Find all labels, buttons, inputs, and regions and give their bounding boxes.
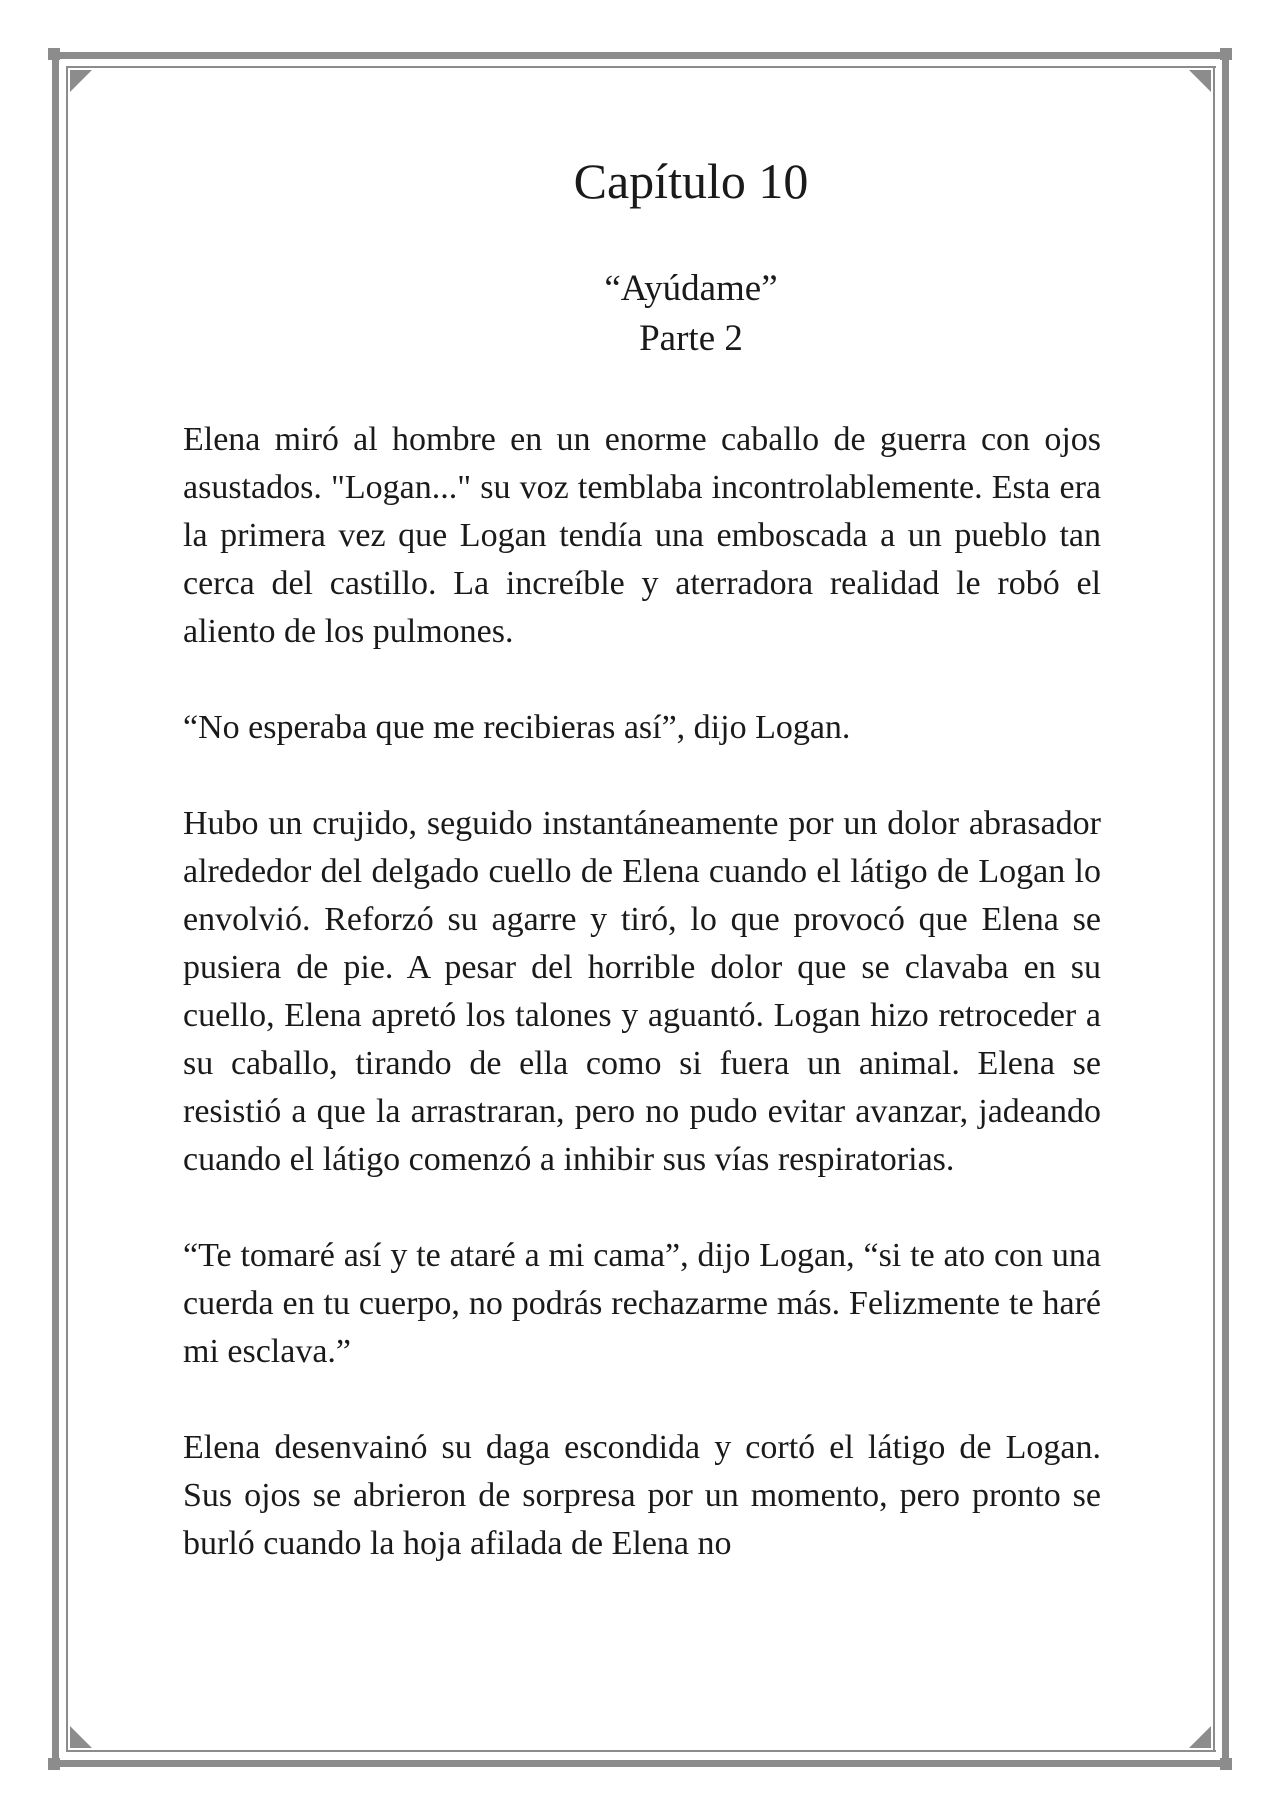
chapter-subtitle	[183, 264, 1101, 364]
subtitle-line-part: Parte 2	[639, 318, 743, 359]
page-content	[183, 150, 1101, 1568]
subtitle-line-title: “Ayúdame”	[604, 268, 778, 309]
paragraph: Elena miró al hombre en un enorme caballo de guerra con ojos asustados. "Logan..." su voz temblaba incontrolablemente. Esta era la primera vez que Logan tendía una emboscada a un pueblo tan cerca del castillo. La increíble y aterradora realidad le robó el aliento de los pulmones.	[183, 421, 1101, 650]
chapter-title: Capítulo 10	[573, 153, 809, 209]
paragraph: Hubo un crujido, seguido instantáneamente por un dolor abrasador alrededor del delgado cuello de Elena cuando el látigo de Logan lo envolvió. Reforzó su agarre y tiró, lo que provocó que Elena se pusiera de pie. A pesar del horrible dolor que se clavaba en su cuello, Elena apretó los talones y aguantó. Logan hizo retroceder a su caballo, tirando de ella como si fuera un animal. Elena se resistió a que la arrastraran, pero no pudo evitar avanzar, jadeando cuando el látigo comenzó a inhibir sus vías respiratorias.	[183, 805, 1101, 1178]
paragraph: Elena desenvainó su daga escondida y cortó el látigo de Logan. Sus ojos se abrieron de sorpresa por un momento, pero pronto se burló cuando la hoja afilada de Elena no	[183, 1429, 1101, 1562]
paragraph: “No esperaba que me recibieras así”, dijo Logan.	[183, 709, 851, 746]
chapter-body	[183, 416, 1101, 1568]
paragraph: “Te tomaré así y te ataré a mi cama”, dijo Logan, “si te ato con una cuerda en tu cuerpo, no podrás rechazarme más. Felizmente te haré mi esclava.”	[183, 1237, 1101, 1370]
